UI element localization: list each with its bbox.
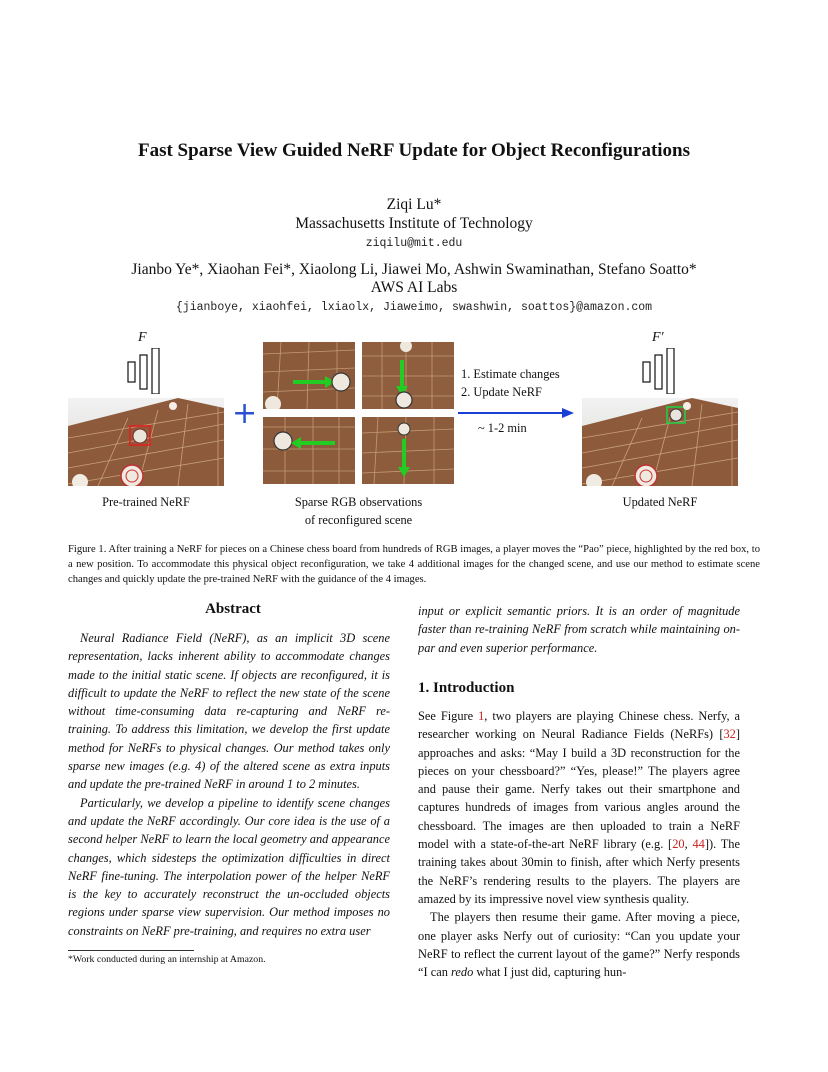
observation-image-2 xyxy=(362,342,454,409)
intro-text: The players then resume their game. After moving a piece, one player asks Nerfy out of curiosity: “Can you update your NeRF to reflect the current layout of the game?” Nerfy responds “I can xyxy=(418,910,740,980)
step-update-nerf: 2. Update NeRF xyxy=(461,385,542,399)
abstract-paragraph-2: Particularly, we develop a pipeline to identify scene changes and update the NeRF accordingly. Our core idea is the use of a second helper NeRF to learn the local geometry and appearance changes, which sidesteps the optimization difficulties in direct NeRF fine-tuning. The interpolation power of the helper NeRF is the key to accurately reconstruct the un-occluded objects regions under sparse view supervision. Our method imposes no constraints on NeRF pre-training, and requires no extra user xyxy=(68,795,390,938)
intro-emphasis: redo xyxy=(451,965,474,980)
label-sparse-observations-1: Sparse RGB observations xyxy=(294,495,423,509)
abstract-heading: Abstract xyxy=(205,601,261,617)
abstract-paragraph-1: Neural Radiance Field (NeRF), as an implicit 3D scene representation, lacks inherent ability to accommodate changes made to the initial static scene. If objects are reconfigured, it is difficult to update the NeRF to reflect the new state of the scene without time-consuming data re-capturing and NeRF re-training. To address this limitation, we develop the first update method for NeRFs to physical changes. Our method takes only sparse new images (e.g. 4) of the altered scene as extra inputs and update the pre-trained NeRF in around 1 to 2 minutes. xyxy=(68,631,390,792)
paper-title: Fast Sparse View Guided NeRF Update for Object Reconfigurations xyxy=(137,140,691,161)
intro-text: ] approaches and asks: “May I build a 3D reconstruction for the pieces on your chessboard?” “Yes, please!” The players agree and pause their game. Nerfy takes out their smartphone and captures hundreds of images from various angles around the chessboard. The images are then uploaded to train a NeRF model with a state-of-the-art NeRF library (e.g. [ xyxy=(418,727,740,852)
intro-text: what I just did, capturing hun- xyxy=(473,965,627,980)
abstract-continuation xyxy=(418,602,740,664)
network-icon-right xyxy=(640,348,680,394)
symbol-f-prime: F′ xyxy=(652,330,664,345)
observation-image-1 xyxy=(263,342,355,409)
network-icon-left xyxy=(125,348,165,394)
affiliation-second: AWS AI Labs xyxy=(370,279,458,296)
footnote-rule xyxy=(68,950,194,951)
label-sparse-observations-2: of reconfigured scene xyxy=(304,513,413,527)
email-first: ziqilu@mit.edu xyxy=(365,237,463,250)
observation-image-3 xyxy=(263,417,355,484)
plus-sign: + xyxy=(232,396,258,431)
pretrained-nerf-image xyxy=(68,398,224,486)
citation-ref[interactable]: 44 xyxy=(692,837,705,852)
step-estimate-changes: 1. Estimate changes xyxy=(461,367,560,381)
figure-caption: Figure 1. After training a NeRF for pieces on a Chinese chess board from hundreds of RGB images, a player moves the “Pao” piece, highlighted by the red box, to a new position. To accommodate this physical object reconfiguration, we take 4 additional images for the changed scene, and use our method to estimate scene changes and quickly update the pre-trained NeRF with the guidance of the 4 images. xyxy=(68,544,760,585)
label-updated-nerf: Updated NeRF xyxy=(622,495,698,509)
affiliation-first: Massachusetts Institute of Technology xyxy=(295,215,533,232)
intro-text: See Figure xyxy=(418,709,479,723)
intro-paragraph-1 xyxy=(418,707,740,908)
intro-text: , two players are playing Chinese chess. Nerfy, a researcher working on Neural Radiance Fields (NeRFs) [ xyxy=(418,709,740,742)
update-time: ~ 1-2 min xyxy=(478,421,527,435)
update-arrow-icon xyxy=(458,406,576,420)
citation-ref[interactable]: 20 xyxy=(672,837,685,852)
symbol-f: F xyxy=(138,330,147,345)
footnote: *Work conducted during an internship at Amazon. xyxy=(68,954,266,965)
introduction-heading: 1. Introduction xyxy=(418,680,515,696)
email-group: {jianboye, xiaohfei, lxiaolx, Jiaweimo, swashwin, soattos}@amazon.com xyxy=(175,301,653,314)
figure-ref[interactable]: 1 xyxy=(478,709,485,723)
introduction-body xyxy=(418,707,740,981)
author-first: Ziqi Lu* xyxy=(386,196,442,213)
abstract-body xyxy=(68,629,390,940)
abstract-continuation-text: input or explicit semantic priors. It is an order of magnitude faster than re-training NeRF from scratch while maintaining on-par and even superior performance. xyxy=(418,604,740,655)
figure-1 xyxy=(0,328,828,533)
label-pretrained-nerf: Pre-trained NeRF xyxy=(102,495,190,509)
observation-image-4 xyxy=(362,417,454,484)
intro-text: , xyxy=(684,837,693,852)
intro-paragraph-2 xyxy=(418,908,740,981)
updated-nerf-image xyxy=(582,398,738,486)
citation-ref[interactable]: 32 xyxy=(723,727,736,742)
author-group: Jianbo Ye*, Xiaohan Fei*, Xiaolong Li, Jiawei Mo, Ashwin Swaminathan, Stefano Soatto* xyxy=(131,261,697,278)
intro-text: ]). The training takes about 30min to finish, after which Nerfy presents the NeRF’s rendering results to the players. The players are amazed by its impressive novel view synthesis quality. xyxy=(418,837,740,906)
